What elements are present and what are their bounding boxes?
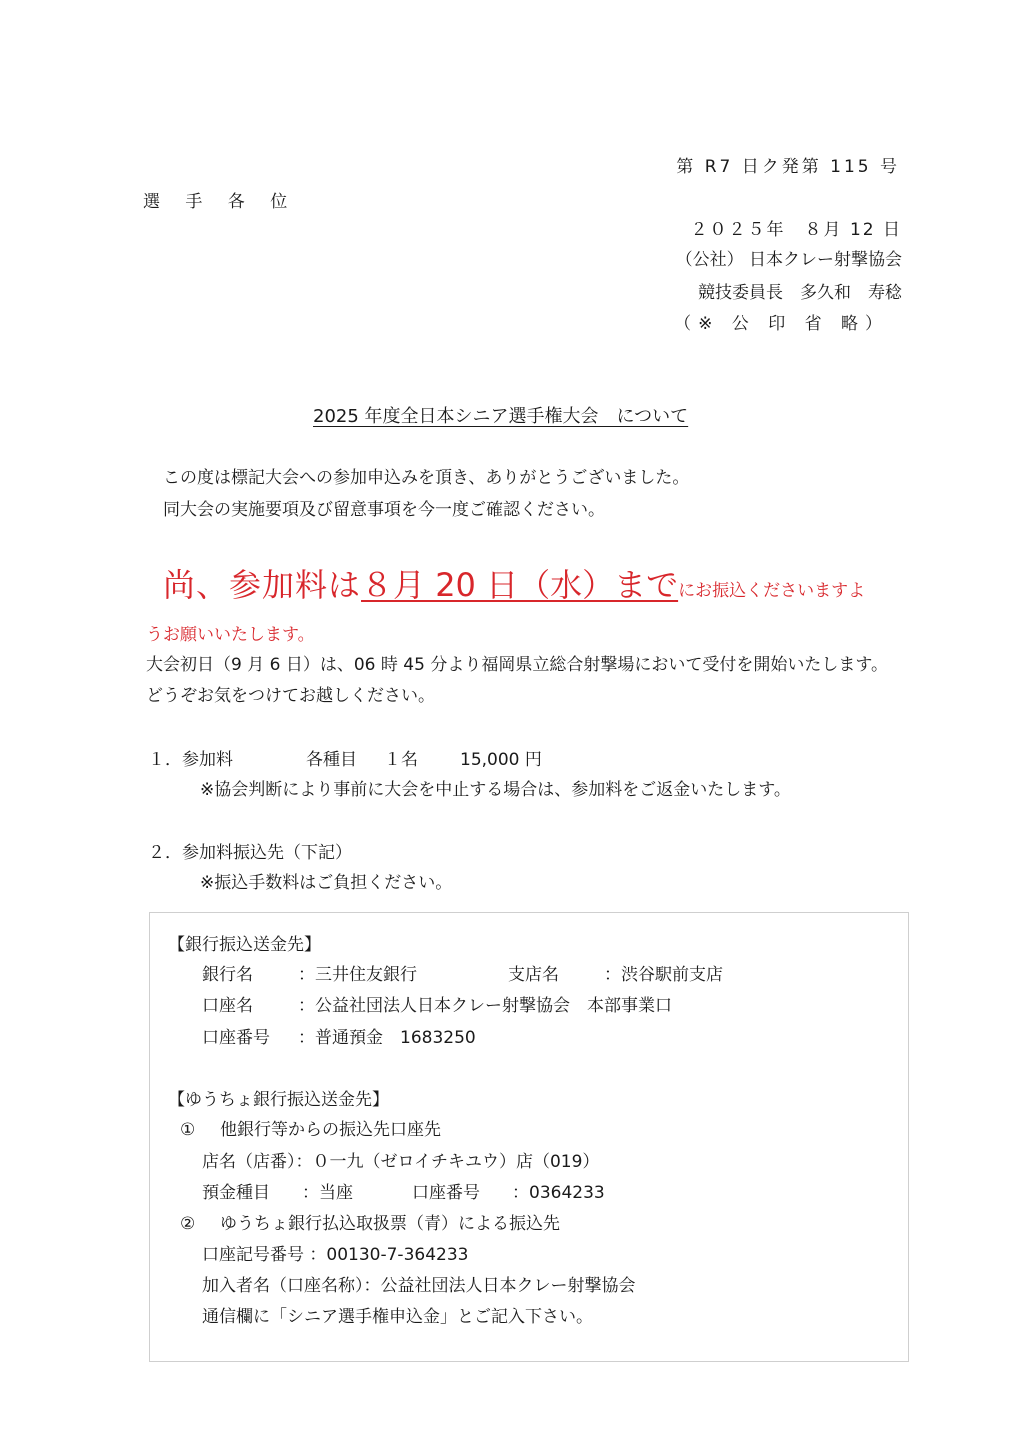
sender: 競技委員長 多久和 寿稔: [698, 283, 902, 303]
bank-name-row: [202, 960, 723, 985]
account-name-row: [202, 991, 672, 1016]
document-number: 第 R7 日ク発第 115 号: [676, 157, 900, 177]
branch-value: ：渋谷駅前支店: [604, 965, 723, 985]
yucho-account-code: 口座記号番号 ：00130-7-364233: [202, 1245, 469, 1265]
payment-deadline: ８月 20 日（水）まで: [361, 566, 679, 604]
option-2-title: ゆうちょ銀行払込取扱票（青）による振込先: [220, 1214, 560, 1234]
reception-info: 大会初日（9 月 6 日）は、06 時 45 分より福岡県立総合射撃場において受付を開始いたします。: [146, 655, 888, 675]
item-number: １．: [148, 750, 182, 770]
account-number-key: 口座番号: [202, 1028, 270, 1048]
item-entry-fee: [148, 745, 542, 770]
recipient: 選 手 各 位: [143, 192, 298, 212]
item-count: １名: [384, 750, 418, 770]
yucho-account-row: [202, 1178, 605, 1203]
yucho-account-number-value: ：0364233: [512, 1183, 605, 1203]
bank-heading: 【銀行振込送金先】: [168, 935, 321, 955]
branch-key: 支店名: [508, 965, 559, 985]
deposit-type-value: ：当座: [302, 1183, 353, 1203]
account-name-key: 口座名: [202, 996, 253, 1016]
issue-date: ２０２５年 ８月 12 日: [690, 220, 902, 240]
option-1-title: 他銀行等からの振込先口座先: [220, 1120, 441, 1140]
item-transfer: [148, 838, 352, 863]
item-amount: 15,000 円: [460, 750, 542, 770]
intro-line-1: この度は標記大会への参加申込みを頂き、ありがとうございました。: [163, 468, 690, 488]
item-sub: 各種目: [306, 750, 357, 770]
yucho-heading: 【ゆうちょ銀行振込送金先】: [168, 1090, 389, 1110]
account-name-value: ：公益社団法人日本クレー射撃協会 本部事業口: [298, 996, 672, 1016]
item-label: 参加料: [182, 750, 233, 770]
closing-remark: どうぞお気をつけてお越しください。: [146, 686, 435, 706]
organization: （公社） 日本クレー射撃協会: [675, 250, 902, 270]
document-title: 2025 年度全日本シニア選手権大会 について: [313, 406, 689, 427]
yucho-holder: 加入者名（口座名称）：公益社団法人日本クレー射撃協会: [202, 1276, 636, 1296]
account-number-value: ：普通預金 1683250: [298, 1028, 476, 1048]
deposit-type-key: 預金種目: [202, 1183, 270, 1203]
yucho-option-1: [180, 1115, 441, 1140]
circle-two-marker: ②: [180, 1214, 196, 1234]
intro-line-2: 同大会の実施要項及び留意事項を今一度ご確認ください。: [163, 500, 605, 520]
bank-name-value: ：三井住友銀行: [298, 965, 417, 985]
seal-note: （※ 公 印 省 略）: [674, 314, 889, 334]
refund-note: ※協会判断により事前に大会を中止する場合は、参加料をご返金いたします。: [200, 780, 791, 800]
payment-notice: [163, 560, 865, 606]
notice-lead: 尚、参加料は: [163, 566, 362, 604]
notice-continuation: うお願いいたします。: [146, 625, 315, 645]
fee-note: ※振込手数料はご負担ください。: [200, 873, 453, 893]
account-number-row: [202, 1023, 476, 1048]
yucho-memo: 通信欄に「シニア選手権申込金」とご記入下さい。: [202, 1307, 593, 1327]
bank-name-key: 銀行名: [202, 965, 253, 985]
yucho-branch: 店名（店番）：０一九（ゼロイチキユウ）店（019）: [202, 1152, 600, 1172]
yucho-account-number-key: 口座番号: [412, 1183, 480, 1203]
circle-one-marker: ①: [180, 1120, 196, 1140]
yucho-option-2: [180, 1209, 560, 1234]
notice-tail: にお振込くださいますよ: [678, 581, 866, 601]
item-number: ２．: [148, 843, 182, 863]
item-label: 参加料振込先（下記）: [182, 843, 352, 863]
